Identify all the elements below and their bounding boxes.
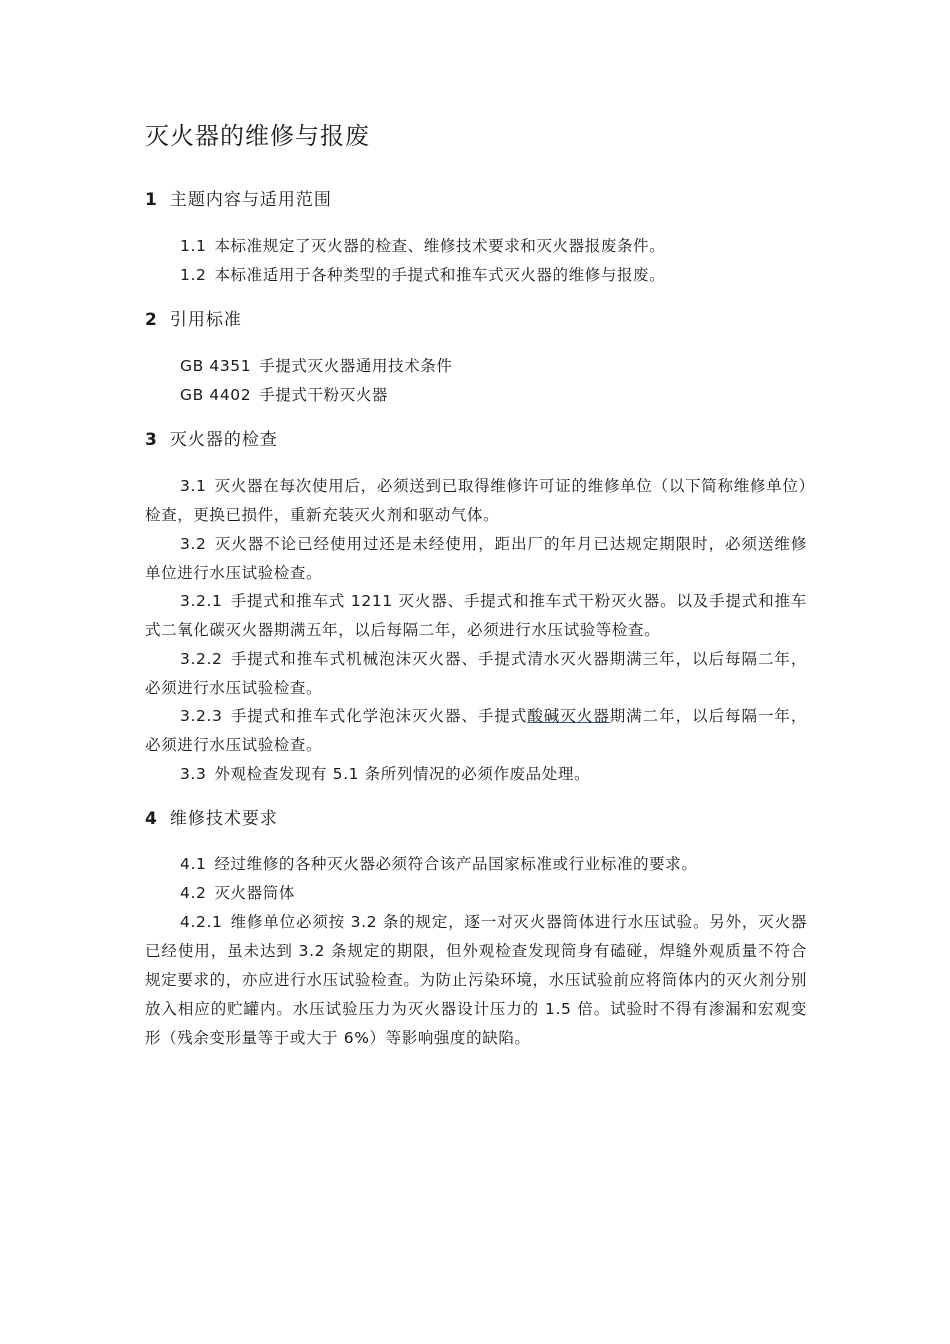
section-number: 2 xyxy=(145,310,158,330)
clause-text: 手提式和推车式机械泡沫灭火器、手提式清水灭火器期满三年，以后每隔二年，必须进行水压试验检查。 xyxy=(145,650,807,697)
clause-number: 3.2.1 xyxy=(180,592,223,610)
section-1-heading xyxy=(145,185,332,210)
paragraph-3-2-2 xyxy=(145,645,807,703)
paragraph-1-2 xyxy=(145,261,807,290)
paragraph-4-1 xyxy=(145,850,807,879)
clause-text: 期满二年，以后每隔一年，必须进行水压试验检查。 xyxy=(145,707,807,754)
acid-alkali-extinguisher-link[interactable]: 酸碱灭火器 xyxy=(527,707,610,725)
clause-number: 3.3 xyxy=(180,765,207,783)
clause-number: 1.2 xyxy=(180,266,207,284)
section-title: 维修技术要求 xyxy=(169,809,278,829)
standard-title: 手提式干粉灭火器 xyxy=(259,386,389,404)
clause-text: 经过维修的各种灭火器必须符合该产品国家标准或行业标准的要求。 xyxy=(214,855,698,873)
clause-number: 3.2.3 xyxy=(180,707,223,725)
reference-gb4351 xyxy=(145,352,807,381)
section-title: 灭火器的检查 xyxy=(169,430,278,450)
paragraph-3-2-1 xyxy=(145,587,807,645)
paragraph-3-3 xyxy=(145,760,807,789)
document-title: 灭火器的维修与报废 xyxy=(145,122,370,150)
clause-text: 本标准规定了灭火器的检查、维修技术要求和灭火器报废条件。 xyxy=(214,237,666,255)
clause-text: 手提式和推车式 1211 灭火器、手提式和推车式干粉灭火器。以及手提式和推车式二氧化碳灭火器期满五年，以后每隔二年，必须进行水压试验等检查。 xyxy=(145,592,807,639)
clause-number: 3.2 xyxy=(180,535,207,553)
standard-code: GB 4351 xyxy=(180,357,252,375)
section-number: 4 xyxy=(145,809,158,829)
clause-number: 4.2.1 xyxy=(180,913,223,931)
clause-number: 3.1 xyxy=(180,477,207,495)
section-title: 引用标准 xyxy=(169,310,242,330)
section-2-heading xyxy=(145,305,242,330)
section-title: 主题内容与适用范围 xyxy=(169,190,332,210)
clause-text: 外观检查发现有 5.1 条所列情况的必须作废品处理。 xyxy=(214,765,591,783)
section-4-heading xyxy=(145,804,278,829)
paragraph-3-2-3 xyxy=(145,702,807,760)
clause-text: 灭火器筒体 xyxy=(214,884,295,902)
clause-number: 4.1 xyxy=(180,855,207,873)
clause-text: 灭火器不论已经使用过还是未经使用，距出厂的年月已达规定期限时，必须送维修单位进行水压试验检查。 xyxy=(145,535,807,582)
paragraph-3-2 xyxy=(145,530,807,588)
paragraph-3-1 xyxy=(145,472,807,530)
section-number: 1 xyxy=(145,190,158,210)
section-3-heading xyxy=(145,425,278,450)
clause-number: 3.2.2 xyxy=(180,650,223,668)
clause-text: 维修单位必须按 3.2 条的规定，逐一对灭火器筒体进行水压试验。另外，灭火器已经使用，虽未达到 3.2 条规定的期限，但外观检查发现筒身有磕碰，焊缝外观质量不符合规定要求的，亦应进行水压试验检查。为防止污染环境，水压试验前应将筒体内的灭火剂分别放入相应的贮罐内。水压试验压力为灭火器设计压力的 1.5 倍。试验时不得有渗漏和宏观变形（残余变形量等于或大于 6%）等影响强度的缺陷。 xyxy=(145,913,807,1047)
clause-text: 灭火器在每次使用后，必须送到已取得维修许可证的维修单位（以下简称维修单位）检查，更换已损件，重新充装灭火剂和驱动气体。 xyxy=(145,477,807,524)
paragraph-4-2 xyxy=(145,879,807,908)
standard-code: GB 4402 xyxy=(180,386,252,404)
clause-number: 4.2 xyxy=(180,884,207,902)
section-number: 3 xyxy=(145,430,158,450)
paragraph-1-1 xyxy=(145,232,807,261)
standard-title: 手提式灭火器通用技术条件 xyxy=(259,357,453,375)
reference-gb4402 xyxy=(145,381,807,410)
clause-text: 手提式和推车式化学泡沫灭火器、手提式 xyxy=(230,707,528,725)
clause-number: 1.1 xyxy=(180,237,207,255)
clause-text: 本标准适用于各种类型的手提式和推车式灭火器的维修与报废。 xyxy=(214,266,666,284)
paragraph-4-2-1 xyxy=(145,908,807,1053)
